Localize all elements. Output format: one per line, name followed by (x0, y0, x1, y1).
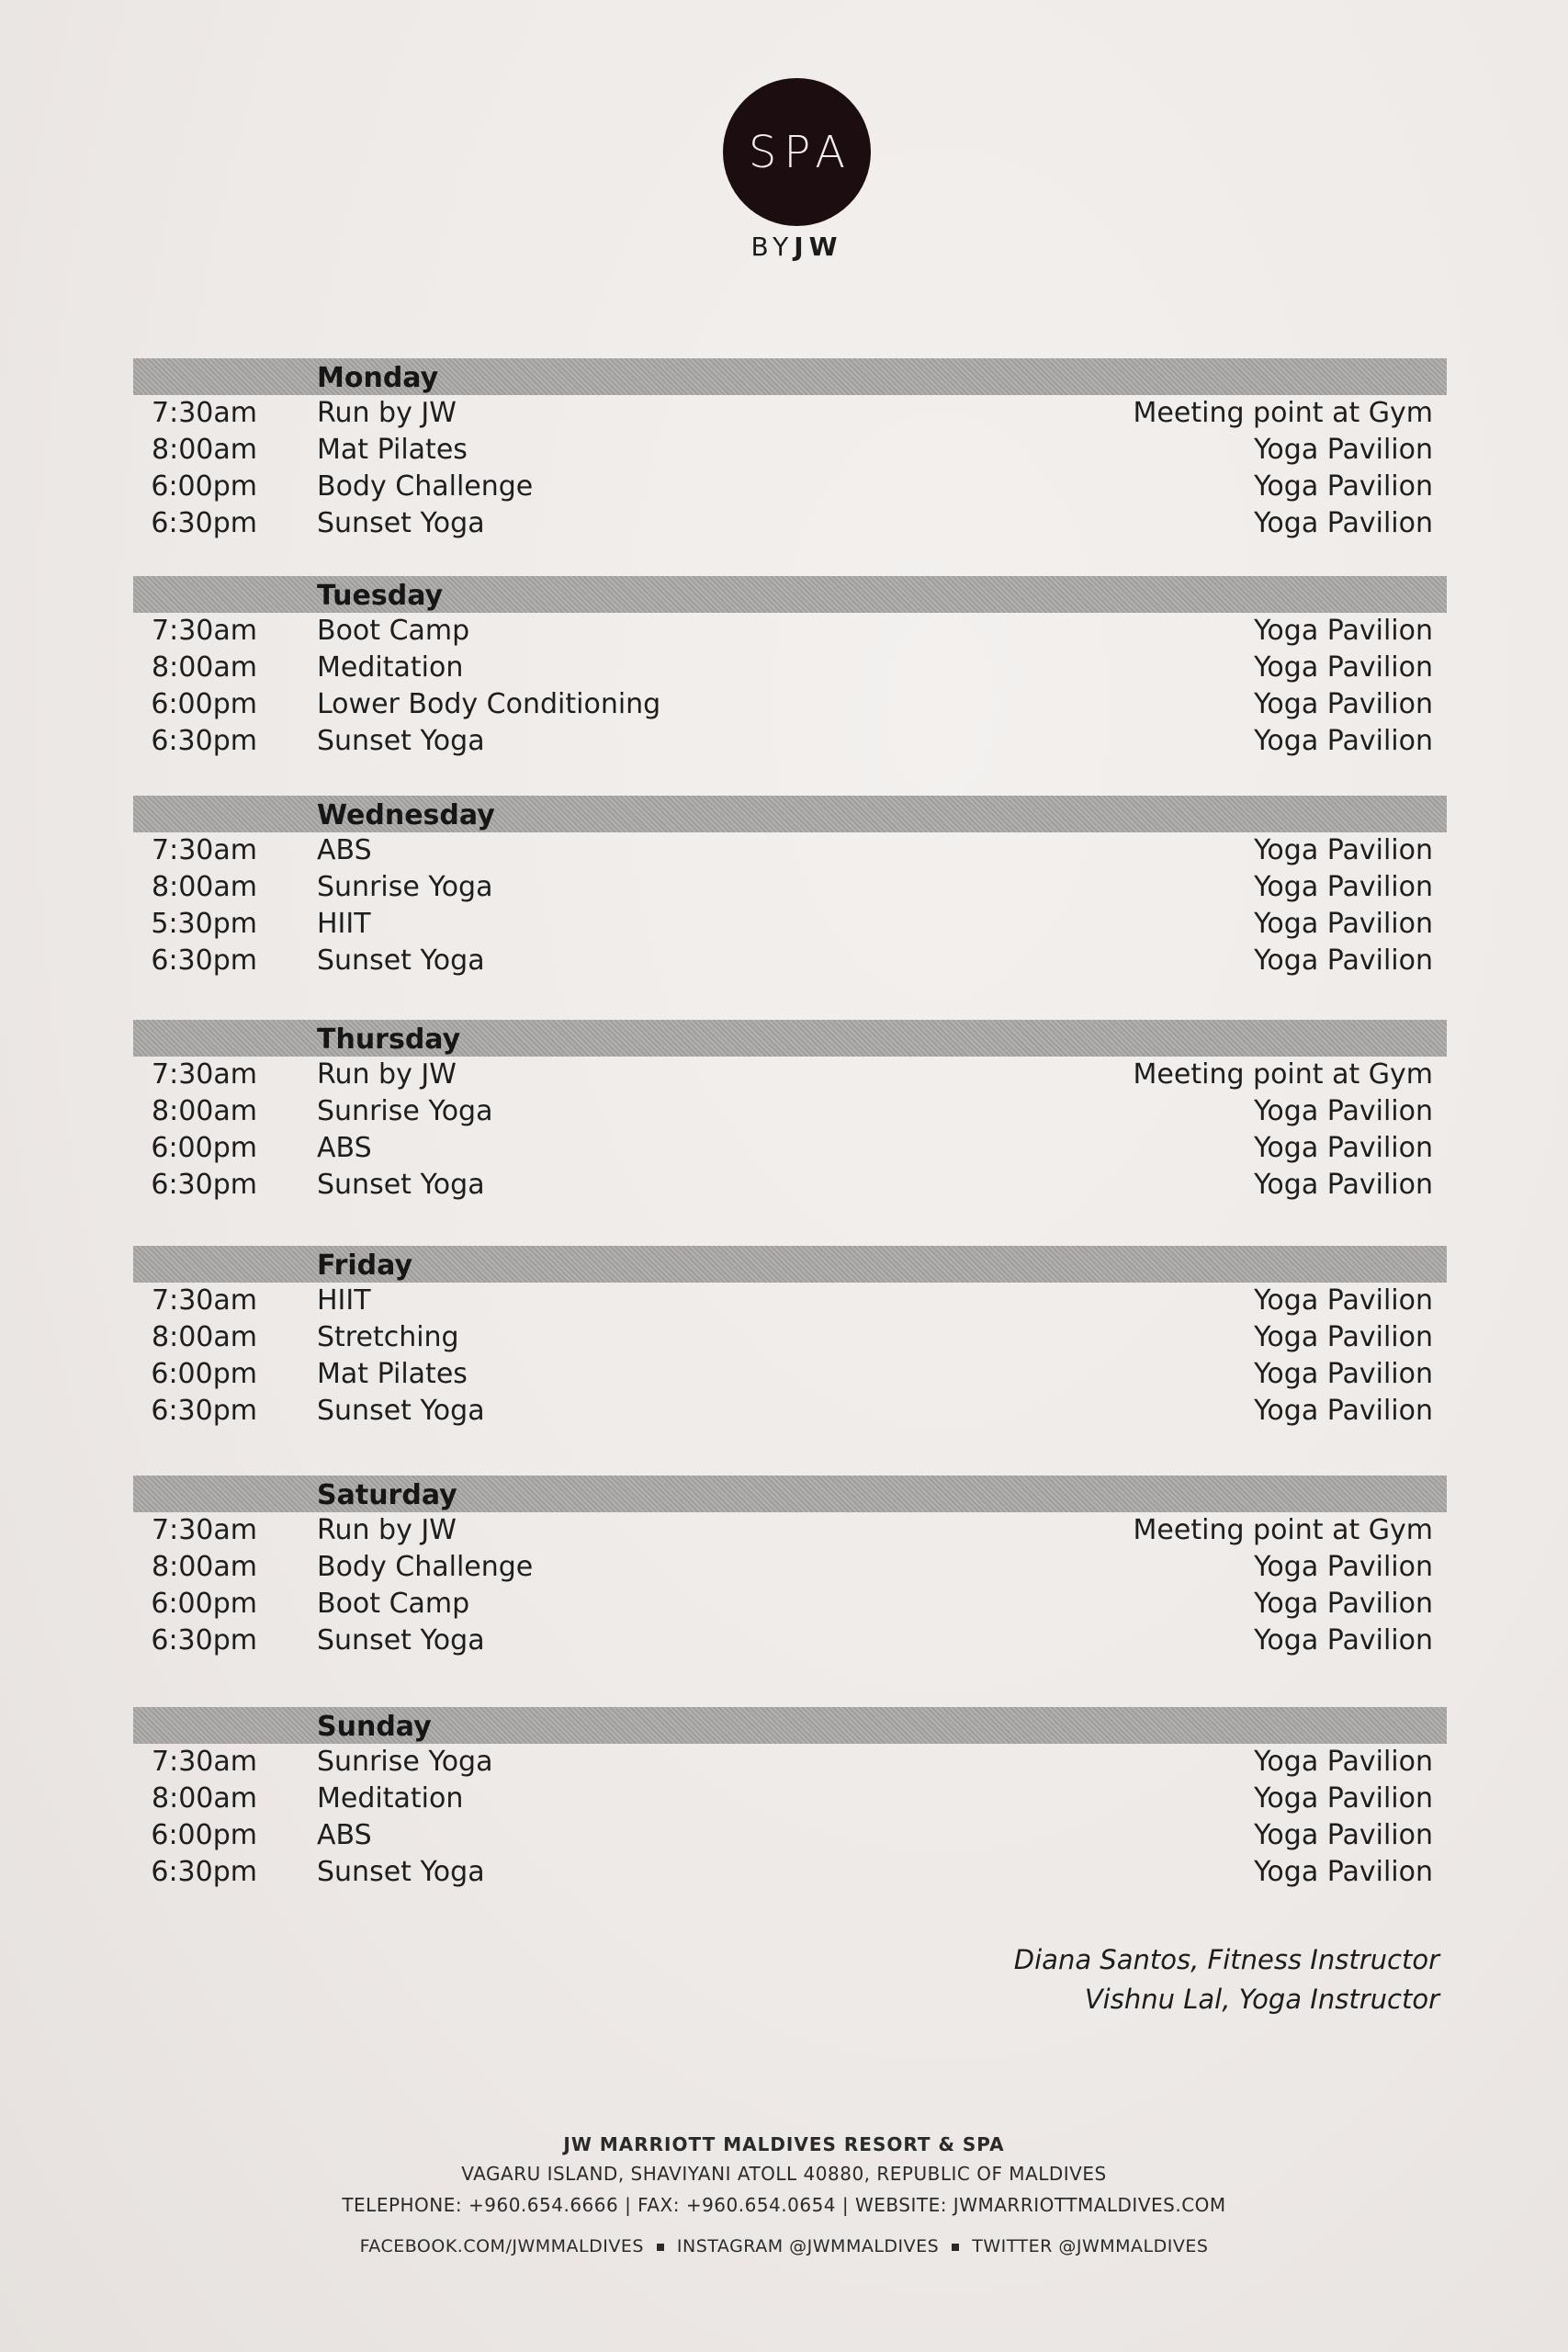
day-header-bar (133, 1476, 1447, 1512)
class-activity: Run by JW (317, 397, 457, 429)
class-time: 6:00pm (151, 1132, 257, 1164)
class-location: Yoga Pavilion (1254, 871, 1433, 903)
class-activity: Sunset Yoga (317, 1395, 485, 1427)
class-time: 7:30am (152, 1514, 257, 1546)
schedule-row (133, 832, 1447, 869)
class-activity: Sunset Yoga (317, 725, 485, 757)
logo-sub-by: BY (750, 232, 795, 262)
twitter-handle: TWITTER @JWMMALDIVES (972, 2236, 1209, 2256)
day-header-bar (133, 1246, 1447, 1283)
instructor-credits (1014, 1940, 1439, 2019)
day-block-thursday (133, 1020, 1447, 1204)
class-location: Yoga Pavilion (1254, 1095, 1433, 1127)
class-activity: Meditation (317, 1782, 464, 1815)
class-location: Yoga Pavilion (1254, 1321, 1433, 1353)
class-time: 7:30am (152, 615, 257, 647)
class-time: 8:00am (152, 871, 257, 903)
class-activity: Boot Camp (317, 1588, 470, 1620)
class-time: 7:30am (152, 834, 257, 866)
facebook-handle: FACEBOOK.COM/JWMMALDIVES (359, 2236, 644, 2256)
class-activity: Sunset Yoga (317, 1856, 485, 1888)
class-time: 7:30am (152, 397, 257, 429)
class-time: 8:00am (152, 1095, 257, 1127)
day-name: Friday (317, 1250, 413, 1282)
class-location: Yoga Pavilion (1254, 1358, 1433, 1390)
class-location: Yoga Pavilion (1254, 651, 1433, 684)
schedule-row (133, 469, 1447, 505)
class-time: 6:30pm (151, 1624, 257, 1657)
class-activity: Run by JW (317, 1514, 457, 1546)
class-location: Yoga Pavilion (1254, 1132, 1433, 1164)
schedule-row (133, 906, 1447, 943)
class-activity: ABS (317, 1132, 372, 1164)
class-location: Yoga Pavilion (1254, 1551, 1433, 1583)
class-activity: Lower Body Conditioning (317, 688, 661, 720)
spa-logo (723, 78, 871, 226)
class-time: 7:30am (152, 1746, 257, 1778)
day-name: Sunday (317, 1711, 432, 1743)
schedule-row (133, 943, 1447, 979)
schedule-row (133, 1623, 1447, 1659)
class-activity: Mat Pilates (317, 434, 468, 466)
day-header-bar (133, 358, 1447, 395)
schedule-row (133, 1283, 1447, 1319)
day-header-bar (133, 1707, 1447, 1744)
day-block-wednesday (133, 796, 1447, 979)
class-location: Yoga Pavilion (1254, 725, 1433, 757)
class-activity: ABS (317, 834, 372, 866)
class-location: Meeting point at Gym (1133, 397, 1433, 429)
schedule-row (133, 1130, 1447, 1167)
schedule-row (133, 505, 1447, 542)
square-bullet-icon (657, 2244, 664, 2251)
class-time: 7:30am (152, 1284, 257, 1317)
schedule-row (133, 395, 1447, 432)
class-location: Yoga Pavilion (1254, 1395, 1433, 1427)
schedule-row (133, 1549, 1447, 1586)
class-location: Yoga Pavilion (1254, 470, 1433, 503)
class-location: Yoga Pavilion (1254, 1856, 1433, 1888)
schedule-row (133, 1854, 1447, 1891)
footer-contact: TELEPHONE: +960.654.6666 | FAX: +960.654.0654 | WEBSITE: JWMARRIOTTMALDIVES.COM (342, 2194, 1226, 2216)
schedule-row (133, 1512, 1447, 1549)
class-time: 6:00pm (151, 1588, 257, 1620)
class-activity: Body Challenge (317, 1551, 534, 1583)
class-time: 8:00am (152, 1321, 257, 1353)
class-time: 6:00pm (151, 1819, 257, 1851)
class-time: 6:30pm (151, 944, 257, 977)
schedule-row (133, 613, 1447, 650)
class-activity: Sunrise Yoga (317, 1746, 493, 1778)
day-block-friday (133, 1246, 1447, 1430)
day-block-sunday (133, 1707, 1447, 1891)
day-header-bar (133, 796, 1447, 832)
logo-subtitle (723, 232, 871, 262)
class-activity: Sunrise Yoga (317, 871, 493, 903)
class-time: 6:00pm (151, 1358, 257, 1390)
schedule-row (133, 432, 1447, 469)
class-time: 6:30pm (151, 1169, 257, 1201)
class-time: 6:00pm (151, 470, 257, 503)
day-name: Saturday (317, 1479, 457, 1511)
class-location: Yoga Pavilion (1254, 1746, 1433, 1778)
fitness-instructor: Diana Santos, Fitness Instructor (1013, 1944, 1439, 1975)
class-time: 8:00am (152, 1551, 257, 1583)
class-activity: HIIT (317, 1284, 371, 1317)
schedule-row (133, 1057, 1447, 1093)
class-activity: HIIT (317, 908, 371, 940)
schedule-row (133, 723, 1447, 760)
class-location: Yoga Pavilion (1254, 1284, 1433, 1317)
schedule-row (133, 869, 1447, 906)
class-activity: Meditation (317, 651, 464, 684)
class-location: Yoga Pavilion (1254, 908, 1433, 940)
class-location: Yoga Pavilion (1254, 1169, 1433, 1201)
class-activity: Sunset Yoga (317, 1624, 485, 1657)
class-location: Yoga Pavilion (1254, 615, 1433, 647)
class-activity: Sunset Yoga (317, 1169, 485, 1201)
footer-address: VAGARU ISLAND, SHAVIYANI ATOLL 40880, REPUBLIC OF MALDIVES (461, 2163, 1107, 2185)
class-activity: Stretching (317, 1321, 459, 1353)
class-location: Yoga Pavilion (1254, 1782, 1433, 1815)
schedule-row (133, 1817, 1447, 1854)
schedule-row (133, 1781, 1447, 1817)
logo-mark: SPA (748, 126, 853, 178)
class-location: Yoga Pavilion (1254, 1624, 1433, 1657)
schedule-row (133, 1586, 1447, 1623)
class-location: Yoga Pavilion (1254, 507, 1433, 539)
schedule-row (133, 686, 1447, 723)
class-time: 8:00am (152, 651, 257, 684)
footer-social (0, 2236, 1568, 2256)
class-location: Yoga Pavilion (1254, 1588, 1433, 1620)
square-bullet-icon (952, 2244, 959, 2251)
class-activity: Body Challenge (317, 470, 534, 503)
class-activity: Sunset Yoga (317, 507, 485, 539)
day-name: Thursday (317, 1023, 461, 1056)
class-activity: ABS (317, 1819, 372, 1851)
class-location: Yoga Pavilion (1254, 944, 1433, 977)
day-header-bar (133, 1020, 1447, 1057)
class-time: 6:30pm (151, 507, 257, 539)
day-name: Wednesday (317, 799, 495, 831)
class-activity: Mat Pilates (317, 1358, 468, 1390)
footer-resort-name: JW MARRIOTT MALDIVES RESORT & SPA (563, 2133, 1005, 2155)
schedule-row (133, 650, 1447, 686)
class-activity: Boot Camp (317, 615, 470, 647)
day-block-saturday (133, 1476, 1447, 1659)
instagram-handle: INSTAGRAM @JWMMALDIVES (676, 2236, 940, 2256)
schedule-row (133, 1093, 1447, 1130)
class-activity: Run by JW (317, 1058, 457, 1091)
day-header-bar (133, 576, 1447, 613)
schedule-row (133, 1167, 1447, 1204)
class-activity: Sunset Yoga (317, 944, 485, 977)
class-location: Yoga Pavilion (1254, 834, 1433, 866)
logo-sub-jw: JW (794, 232, 843, 262)
class-activity: Sunrise Yoga (317, 1095, 493, 1127)
class-location: Yoga Pavilion (1254, 688, 1433, 720)
day-block-tuesday (133, 576, 1447, 760)
class-location: Yoga Pavilion (1254, 1819, 1433, 1851)
class-time: 8:00am (152, 434, 257, 466)
schedule-row (133, 1393, 1447, 1430)
day-block-monday (133, 358, 1447, 542)
schedule-row (133, 1744, 1447, 1781)
class-location: Meeting point at Gym (1133, 1514, 1433, 1546)
schedule-row (133, 1356, 1447, 1393)
class-time: 6:30pm (151, 725, 257, 757)
class-time: 8:00am (152, 1782, 257, 1815)
yoga-instructor: Vishnu Lal, Yoga Instructor (1084, 1984, 1439, 2015)
day-name: Tuesday (317, 580, 444, 612)
schedule-row (133, 1319, 1447, 1356)
class-time: 6:00pm (151, 688, 257, 720)
class-location: Meeting point at Gym (1133, 1058, 1433, 1091)
class-location: Yoga Pavilion (1254, 434, 1433, 466)
class-time: 6:30pm (151, 1395, 257, 1427)
class-time: 7:30am (152, 1058, 257, 1091)
class-time: 6:30pm (151, 1856, 257, 1888)
day-name: Monday (317, 362, 439, 394)
class-time: 5:30pm (151, 908, 257, 940)
